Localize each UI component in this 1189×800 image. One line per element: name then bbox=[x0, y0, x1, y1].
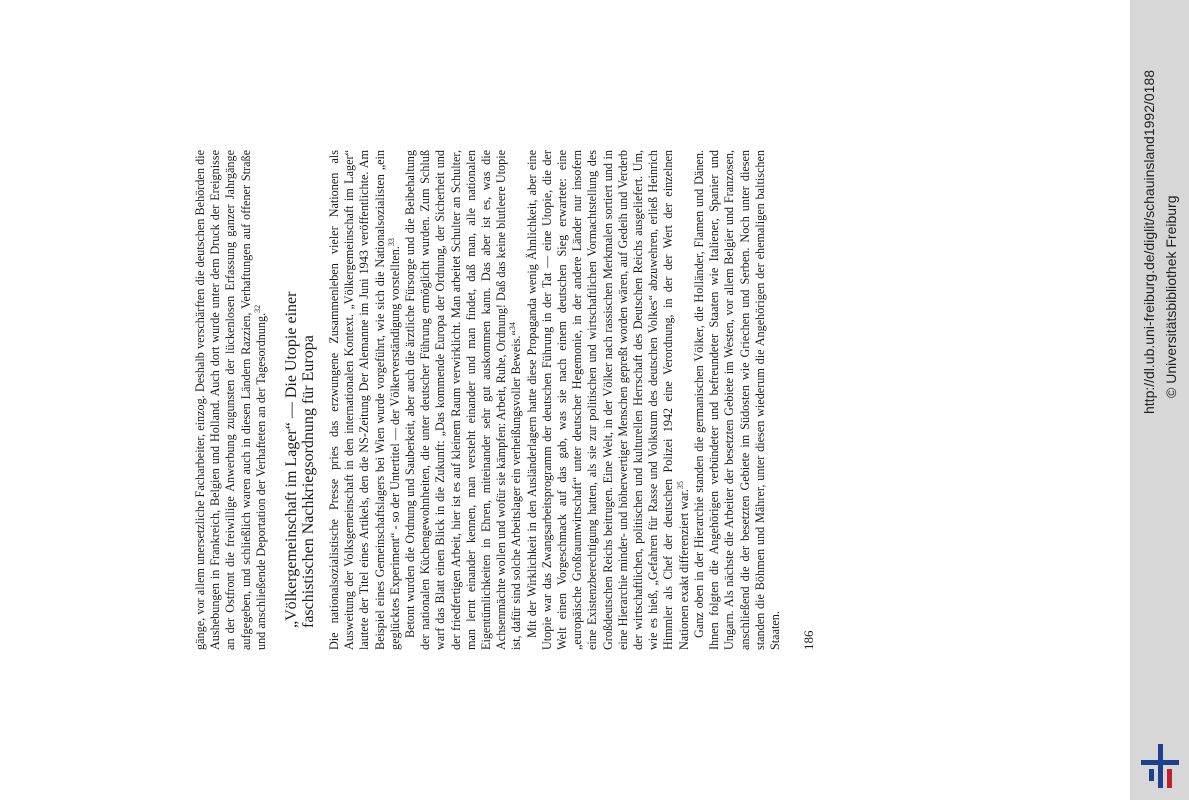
footnote-ref: 35 bbox=[675, 481, 685, 490]
footnote-ref: 33 bbox=[386, 238, 396, 247]
page-number: 186 bbox=[801, 630, 817, 650]
paragraph-3: Mit der Wirklichkeit in den Ausländerlagern hatte diese Propaganda wenig Ähnlichkeit, aber eine Utopie war das Zwangsarbeitsprogramm der deutschen Führung in der Tat — eine Utopie, die der Welt einen Vorgeschmack auf das gab, was sie nach einem deutschen Sieg erwartete: eine „europäische Großraumwirtschaft“ unter deutscher Hegemonie, in der andere Länder nur insofern eine Existenzberechtigung hatten, als sie zur politischen und wirtschaftlichen Vormachtstellung des Großdeutschen Reichs beitrugen. Eine Welt, in der Völker nach rassischen Merkmalen sortiert und in eine Hierarchie minder- und höherwertiger Menschen gepreßt worden wären, auf Gedeih und Verderb der wirtschaftlichen, politischen und kulturellen Herrschaft des Deutschen Reichs ausgeliefert. Um, wie es hieß, „Gefahren für Rasse und Volkstum des deutschen Volkes“ abzuwehren, erließ Heinrich Himmler als Chef der deutschen Polizei 1942 eine Verordnung, in der der Wert der einzelnen Nationen exakt differenziert war. bbox=[524, 150, 691, 650]
paragraph-1: Die nationalsozialistische Presse pries das erzwungene Zusammenleben vieler Nationen als Ausweitung der Volksgemeinschaft in den internationalen Kontext. „Völkergemeinschaft im Lager“ lautete der Titel eines Artikels, den die NS-Zeitung Der Alemanne im Juni 1943 veröffentlichte. Am Beispiel eines Gemeinschaftslagers bei Wien wurde vorgeführt, wie sich die Nationalsozialisten „ein geglücktes Experiment“ - so der Untertitel — der Völkerverständigung vorstellten. bbox=[327, 150, 402, 650]
paragraph-4: Ganz oben in der Hierarchie standen die germanischen Völker, die Holländer, Flamen und Dänen. Ihnen folgten die Angehörigen verbündeter und befreundeter Staaten wie Italiener, Spanier und Ungarn. Als nächste die Arbeiter der besetzten Gebiete im Westen, vor allem Belgier und Franzosen, anschließend die der besetzten Gebiete im Südosten wie Griechen und Serben. Noch unter diesen standen die Böhmen und Mährer, unter diesen wiederum die Angehörigen der ehemaligen baltischen Staaten. bbox=[691, 150, 782, 650]
heading-line-2: faschistischen Nachkriegsordnung für Europa bbox=[300, 335, 318, 628]
heading-line-1: „Völkergemeinschaft im Lager“ — Die Utopie einer bbox=[283, 291, 301, 628]
intro-paragraph: gänge, vor allem unersetzliche Facharbeiter, einzog. Deshalb verschärften die deutschen Behörden die Aushebungen in Frankreich, Belgien und Holland. Auch dort wurde unter dem Druck der Ereignisse an der Ostfront die freiwillige Anwerbung zugunsten der lückenlosen Erfassung ganzer Jahrgänge aufgegeben, und schließlich waren auch in diesen Ländern Razzien, Verhaftungen auf offener Straße und anschließende Deportation der Verhafteten an der Tagesordnung. bbox=[193, 150, 268, 650]
copyright-text: © Universitätsbibliothek Freiburg bbox=[1163, 195, 1179, 398]
footnote-ref: 32 bbox=[252, 304, 262, 313]
paragraph-2: Betont wurden die Ordnung und Sauberkeit, aber auch die ärztliche Fürsorge und die Beibehaltung der nationalen Küchengewohnheiten, die unter deutscher Führung ermöglicht wurden. Zum Schluß warf das Blatt einen Blick in die Zukunft: „Das kommende Europa der Ordnung, der Sicherheit und der friedfertigen Arbeit, hier ist es auf kleinem Raum verwirklicht. Man arbeitet Schulter an Schulter, man lernt einander kennen, man versteht einander und man findet, daß man, alle nationalen Eigentümlichkeiten in Ehren, miteinander sehr gut auskommen kann. Das aber ist es, was die Achsenmächte wollen und wofür sie kämpfen: Arbeit, Ruhe, Ordnung! Daß das keine blutleere Utopie ist, dafür sind solche Arbeitslager ein verheißungsvoller Beweis.“ bbox=[403, 150, 524, 650]
source-url-link[interactable]: http://dl.ub.uni-freiburg.de/diglit/schauinsland1992/0188 bbox=[1141, 69, 1157, 414]
section-heading bbox=[283, 150, 317, 650]
footnote-ref: 34 bbox=[508, 322, 518, 331]
university-library-logo-icon bbox=[1141, 744, 1179, 788]
library-sidebar bbox=[1130, 0, 1189, 800]
rotated-page-text bbox=[193, 150, 816, 650]
